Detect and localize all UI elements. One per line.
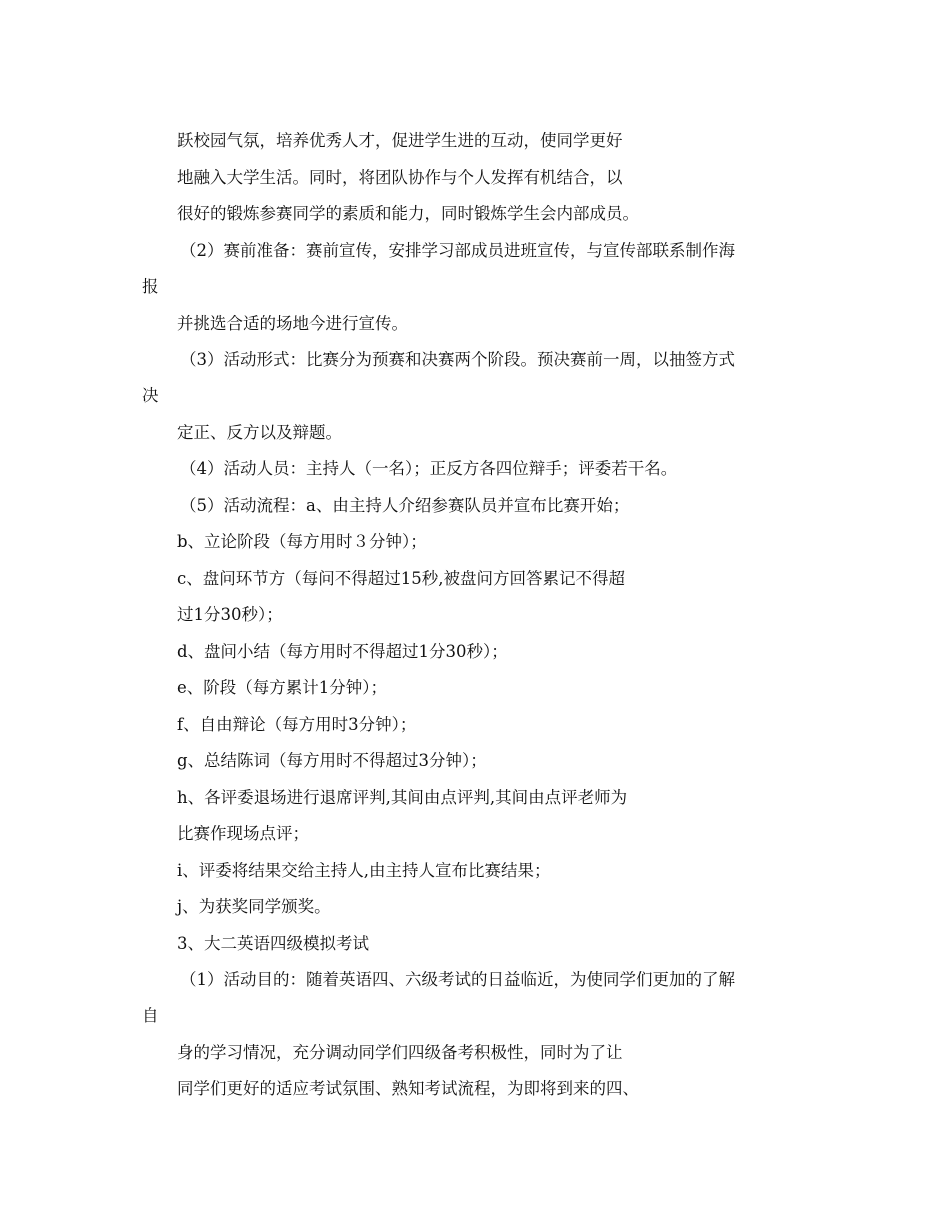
text-line: 报 xyxy=(142,277,159,296)
text-line: j、为获奖同学颁奖。 xyxy=(177,897,331,916)
section-heading: 3、大二英语四级模拟考试 xyxy=(177,934,369,953)
text-line: 决 xyxy=(142,386,159,405)
text-line: f、自由辩论（每方用时3分钟）； xyxy=(177,715,417,734)
text-line: 比赛作现场点评； xyxy=(177,824,309,843)
text-line: 过1分30秒）； xyxy=(177,605,283,624)
text-line: 定正、反方以及辩题。 xyxy=(177,423,342,442)
text-line: h、各评委退场进行退席评判,其间由点评判,其间由点评老师为 xyxy=(177,788,628,807)
text-line: 身的学习情况，充分调动同学们四级备考积极性，同时为了让 xyxy=(177,1043,623,1062)
text-line: （4）活动人员：主持人（一名）；正反方各四位辩手；评委若干名。 xyxy=(180,459,678,478)
text-line: 很好的锻炼参赛同学的素质和能力，同时锻炼学生会内部成员。 xyxy=(177,204,639,223)
text-line: d、盘问小结（每方用时不得超过1分30秒）； xyxy=(177,642,508,661)
text-line: （1）活动目的：随着英语四、六级考试的日益临近，为使同学们更加的了解 xyxy=(180,970,735,989)
text-line: 自 xyxy=(142,1006,159,1025)
text-line: e、阶段（每方累计1分钟）； xyxy=(177,678,388,697)
text-line: 跃校园气氛，培养优秀人才，促进学生进的互动，使同学更好 xyxy=(177,131,623,150)
text-line: g、总结陈词（每方用时不得超过3分钟）； xyxy=(177,751,487,770)
text-line: c、盘问环节方（每问不得超过15秒,被盘问方回答累记不得超 xyxy=(177,569,625,588)
text-line: （3）活动形式：比赛分为预赛和决赛两个阶段。预决赛前一周，以抽签方式 xyxy=(180,350,735,369)
text-line: b、立论阶段（每方用时３分钟）； xyxy=(177,532,427,551)
text-line: 并挑选合适的场地今进行宣传。 xyxy=(177,314,408,333)
text-line: （5）活动流程：a、由主持人介绍参赛队员并宣布比赛开始； xyxy=(180,496,630,515)
text-line: 地融入大学生活。同时，将团队协作与个人发挥有机结合，以 xyxy=(177,168,623,187)
text-line: 同学们更好的适应考试氛围、熟知考试流程，为即将到来的四、 xyxy=(177,1079,639,1098)
text-line: i、评委将结果交给主持人,由主持人宣布比赛结果； xyxy=(177,861,551,880)
text-line: （2）赛前准备：赛前宣传，安排学习部成员进班宣传，与宣传部联系制作海 xyxy=(180,241,735,260)
